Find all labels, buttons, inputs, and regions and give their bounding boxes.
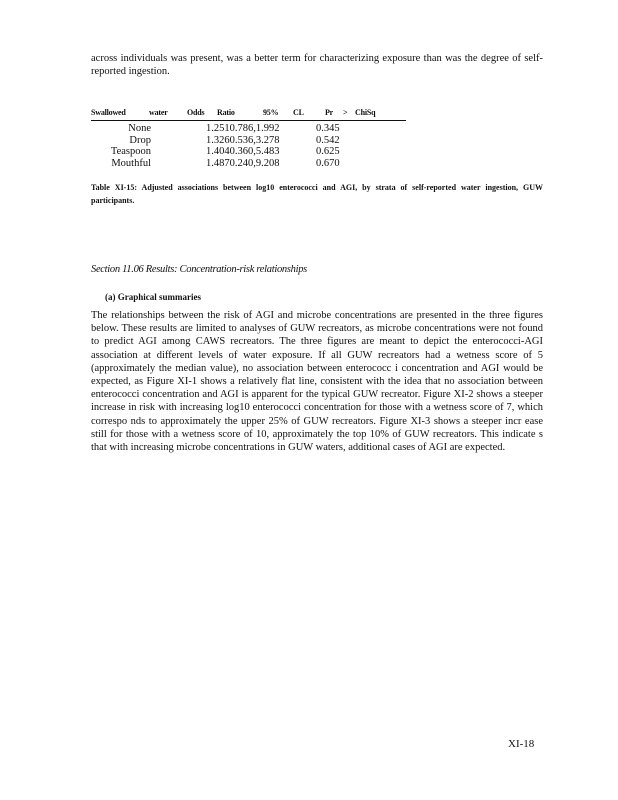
row-pvalue: 0.670 bbox=[316, 157, 340, 169]
header-ratio: Ratio bbox=[217, 108, 235, 117]
odds-ratio-table bbox=[91, 108, 543, 169]
header-pr: Pr bbox=[325, 108, 334, 117]
row-label: None bbox=[128, 123, 151, 134]
header-chisq: ChiSq bbox=[355, 108, 376, 117]
header-water: water bbox=[149, 108, 168, 117]
table-header bbox=[91, 108, 543, 120]
row-odds-ci: 1.2510.786,1.992 bbox=[206, 123, 280, 134]
header-gt: > bbox=[343, 108, 348, 117]
row-label: Mouthful bbox=[111, 157, 151, 169]
row-odds-ci: 1.3260.536,3.278 bbox=[206, 134, 280, 146]
subsection-title: (a) Graphical summaries bbox=[105, 292, 201, 302]
table-caption: Table XI-15: Adjusted associations between log10 enterococci and AGI, by strata of self-reported water ingestion, GUW participants. bbox=[91, 183, 543, 205]
table-row bbox=[91, 123, 543, 135]
header-swallowed: Swallowed bbox=[91, 108, 126, 117]
body-paragraph: The relationships between the risk of AGI and microbe concentrations are presented in the three figures below. These results are limited to analyses of GUW recreators, as microbe concentrations were not found to predict AGI among CAWS recreators. The three figures are meant to depict the enterococci-AGI association at different levels of water exposure. If all GUW recreators had a wetness score of 5 (approximately the median value), no association between enterococc i concentration and AGI would be expected, as Figure XI-1 shows a relatively flat line, consistent with the idea that no association between enterococci concentration and AGI is apparent for the typical GUW recreator. Figure XI-2 shows a steeper increase in risk with increasing log10 enterococci concentration for those with a wetness score of 7, which correspo nds to approximately the upper 25% of GUW recreators. Figure XI-3 shows a steeper incr ease still for those with a wetness score of 10, approximately the top 10% of GUW recreators. This indicate s that with increasing microbe concentrations in GUW waters, additional cases of AGI are expected. bbox=[91, 310, 543, 454]
row-odds-ci: 1.4870.240,9.208 bbox=[206, 157, 280, 169]
table-row bbox=[91, 135, 543, 147]
row-pvalue: 0.625 bbox=[316, 146, 340, 157]
row-pvalue: 0.345 bbox=[316, 123, 340, 134]
row-odds-ci: 1.4040.360,5.483 bbox=[206, 146, 280, 157]
row-pvalue: 0.542 bbox=[316, 134, 340, 146]
header-rule bbox=[91, 120, 406, 121]
header-odds: Odds bbox=[187, 108, 205, 117]
intro-paragraph: across individuals was present, was a better term for characterizing exposure than was the degree of self-reported ingestion. bbox=[91, 53, 543, 78]
table-row bbox=[91, 158, 543, 170]
table-row bbox=[91, 146, 543, 158]
row-label: Drop bbox=[129, 134, 151, 146]
header-cl: CL bbox=[293, 108, 304, 117]
row-label: Teaspoon bbox=[110, 146, 151, 157]
header-95: 95% bbox=[263, 108, 279, 117]
page-number: XI-18 bbox=[508, 738, 535, 750]
section-title: Section 11.06 Results: Concentration-risk relationships bbox=[91, 264, 307, 275]
